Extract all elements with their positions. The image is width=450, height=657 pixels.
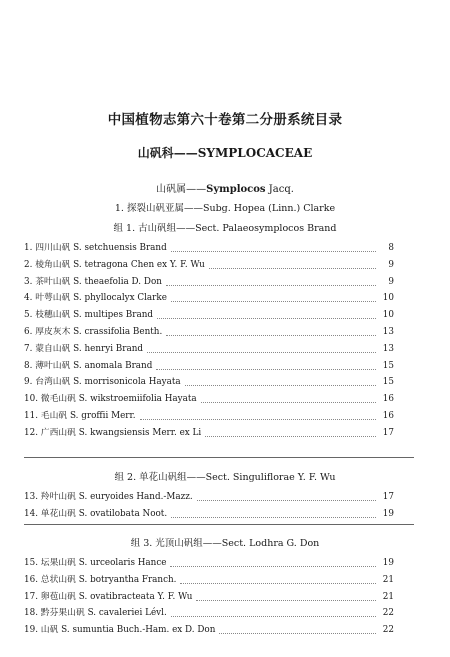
dot-leader [147, 351, 376, 353]
toc-entry [24, 393, 394, 406]
toc-entry [24, 242, 394, 255]
entry-page-number: 9 [388, 276, 394, 287]
toc-entry [24, 326, 394, 339]
section-divider [24, 524, 414, 525]
subgenus-heading: 1. 探裂山矾亚属——Subg. Hopea (Linn.) Clarke [114, 203, 336, 214]
dot-leader [170, 565, 376, 567]
dot-leader [185, 384, 376, 386]
entry-name: 3. 茶叶山矾 S. theaefolia D. Don [24, 276, 162, 287]
toc-entry [24, 376, 394, 389]
entry-name: 7. 蒙自山矾 S. henryi Brand [24, 343, 144, 354]
dot-leader [171, 300, 376, 302]
entry-page-number: 15 [382, 360, 394, 371]
dot-leader [209, 267, 376, 269]
dot-leader [197, 499, 376, 501]
entry-page-number: 21 [382, 574, 394, 585]
entry-name: 10. 微毛山矾 S. wikstroemiifolia Hayata [24, 394, 197, 405]
dot-leader [201, 401, 376, 403]
entry-name: 18. 黔芬果山矾 S. cavaleriei Lévl. [24, 608, 167, 619]
toc-entry [24, 259, 394, 272]
toc-entry [24, 360, 394, 373]
entry-name: 13. 羚叶山矾 S. euryoides Hand.-Mazz. [24, 492, 193, 502]
section-heading: 组 1. 古山矾组——Sect. Palaeosymplocos Brand [113, 223, 337, 234]
entry-page-number: 17 [382, 427, 394, 438]
genus-name: 山矾属—— [156, 184, 207, 195]
entry-page-number: 13 [382, 343, 394, 354]
dot-leader [171, 615, 376, 617]
entry-name: 2. 棱角山矾 S. tetragona Chen ex Y. F. Wu [24, 259, 205, 270]
toc-entry [24, 491, 394, 504]
entry-page-number: 13 [382, 327, 394, 337]
entry-page-number: 19 [382, 508, 394, 519]
section-heading: 组 2. 单花山矾组——Sect. Singuliflorae Y. F. Wu [114, 472, 336, 483]
entry-name: 15. 坛果山矾 S. urceolaris Hance [24, 558, 167, 568]
dot-leader [171, 250, 376, 252]
toc-entry [24, 624, 394, 637]
section-heading: 组 3. 光顶山矾组——Sect. Lodhra G. Don [130, 538, 320, 549]
section-divider [24, 457, 414, 458]
dot-leader [157, 317, 376, 319]
entry-name: 8. 薄叶山矾 S. anomala Brand [24, 360, 153, 371]
entry-page-number: 22 [382, 608, 394, 619]
toc-entry [24, 427, 394, 440]
toc-entry [24, 343, 394, 356]
dot-leader [166, 334, 376, 336]
genus-author: Jacq. [265, 184, 294, 195]
dot-leader [166, 284, 376, 286]
entry-name: 5. 枝穗山矾 S. multipes Brand [24, 310, 154, 321]
entry-page-number: 17 [382, 492, 394, 502]
entry-page-number: 15 [382, 377, 394, 388]
entry-page-number: 16 [382, 411, 394, 421]
entry-name: 14. 单花山矾 S. ovatilobata Noot. [24, 508, 168, 519]
dot-leader [171, 516, 376, 518]
toc-entry [24, 557, 394, 570]
toc-entry [24, 508, 394, 521]
entry-name: 19. 山矾 S. sumuntia Buch.-Ham. ex D. Don [24, 625, 216, 636]
entry-name: 17. 卵苞山矾 S. ovatibracteata Y. F. Wu [24, 591, 193, 602]
entry-page-number: 10 [382, 310, 394, 321]
family-heading: 山矾科——SYMPLOCACEAE [137, 146, 313, 160]
entry-name: 12. 广西山矾 S. kwangsiensis Merr. ex Li [24, 427, 202, 438]
entry-name: 9. 台湾山矾 S. morrisonicola Hayata [24, 377, 181, 388]
toc-entry [24, 276, 394, 289]
entry-name: 16. 总状山矾 S. botryantha Franch. [24, 574, 177, 585]
entry-page-number: 16 [382, 394, 394, 405]
toc-entry [24, 309, 394, 322]
dot-leader [140, 418, 376, 420]
entry-name: 1. 四川山矾 S. setchuensis Brand [24, 243, 167, 253]
toc-entry [24, 574, 394, 587]
entry-page-number: 22 [382, 625, 394, 636]
toc-entry [24, 292, 394, 305]
dot-leader [205, 435, 376, 437]
entry-name: 6. 厚皮灰木 S. crassifolia Benth. [24, 327, 163, 337]
genus-heading [0, 180, 450, 195]
dot-leader [156, 368, 376, 370]
toc-entry [24, 591, 394, 604]
entry-page-number: 8 [388, 243, 394, 253]
dot-leader [196, 599, 376, 601]
dot-leader [180, 582, 376, 584]
entry-page-number: 9 [388, 259, 394, 270]
toc-entry [24, 607, 394, 620]
entry-page-number: 19 [382, 558, 394, 568]
entry-name: 4. 叶萼山矾 S. phyllocalyx Clarke [24, 293, 167, 304]
entry-name: 11. 毛山矾 S. groffii Merr. [24, 411, 136, 421]
genus-latin: Symplocos [206, 184, 266, 195]
dot-leader [219, 632, 376, 634]
entry-page-number: 10 [382, 293, 394, 304]
toc-entry [24, 410, 394, 423]
entry-page-number: 21 [382, 591, 394, 602]
page-title: 中国植物志第六十卷第二分册系统目录 [107, 112, 343, 128]
